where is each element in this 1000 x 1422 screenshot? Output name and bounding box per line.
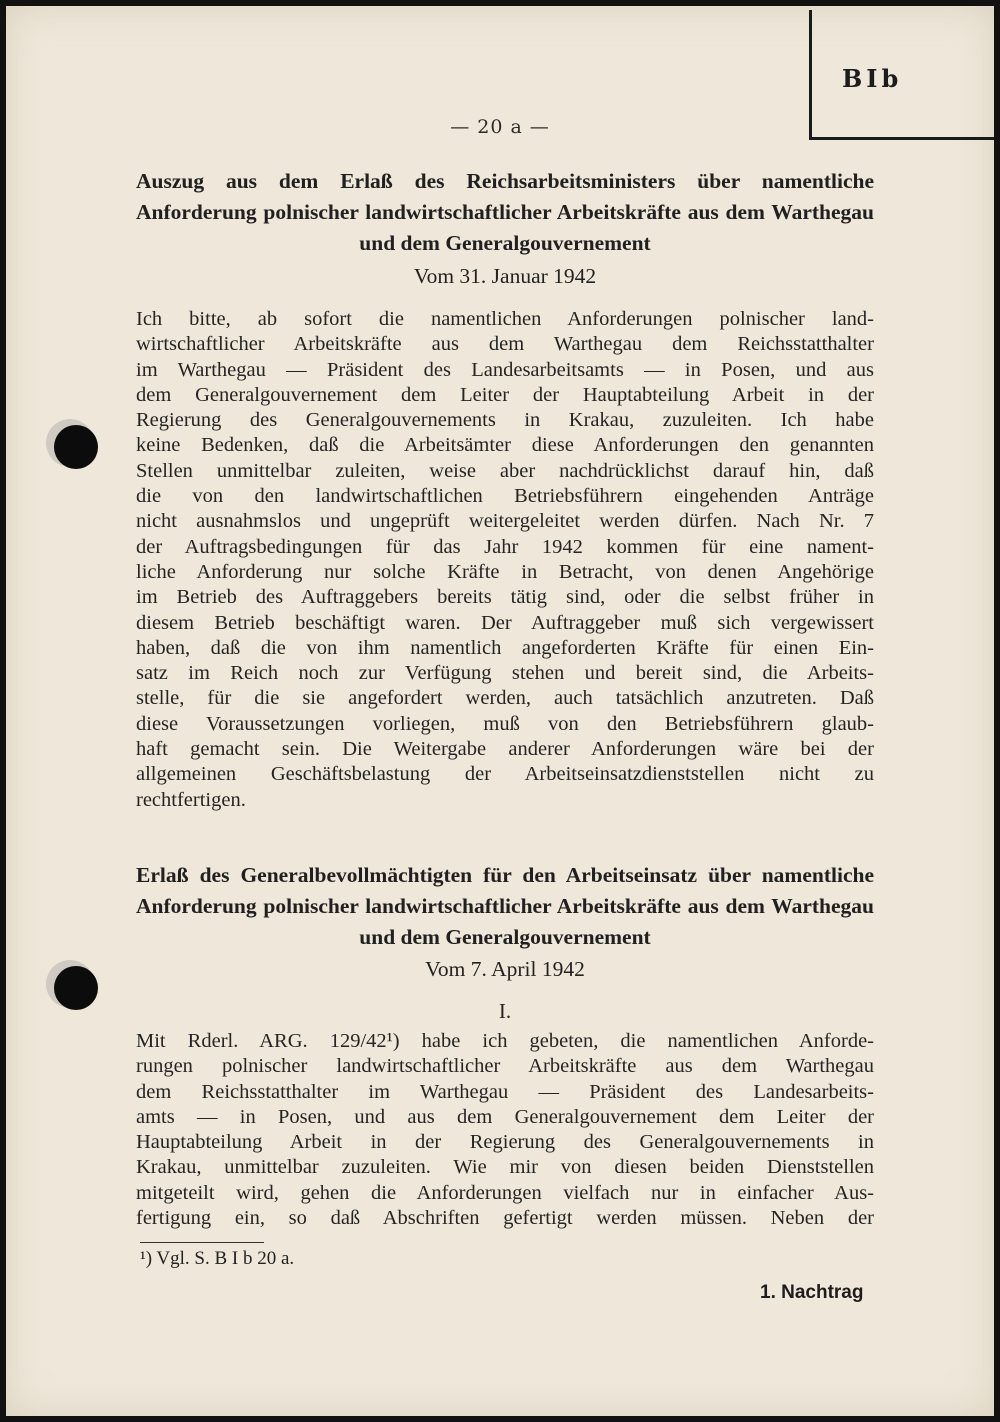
body-line: amts — in Posen, und aus dem Generalgouvernement dem Leiter der — [136, 1105, 874, 1128]
body-line: dem Reichsstatthalter im Warthegau — Präsident des Landesarbeits- — [136, 1080, 874, 1103]
body-line: satz im Reich noch zur Verfügung stehen und bereit sind, die Arbeits- — [136, 662, 874, 685]
section2-heading: Erlaß des Generalbevollmächtigten für den Arbeitseinsatz über namentliche Anforderung polnischer landwirtschaftlicher Arbeitskräfte aus dem Warthegau und dem Generalgouvernement — [136, 863, 874, 949]
section2-body — [136, 1029, 874, 1231]
body-line: Krakau, unmittelbar zuzuleiten. Wie mir von diesen beiden Dienststellen — [136, 1156, 874, 1179]
body-line: Ich bitte, ab sofort die namentlichen Anforderungen polnischer land- — [136, 308, 874, 330]
body-line: rungen polnischer landwirtschaftlicher Arbeitskräfte aus dem Warthegau — [136, 1055, 874, 1078]
punch-hole-top — [54, 425, 98, 469]
body-line: stelle, für die sie angefordert werden, auch tatsächlich anzutreten. Daß — [136, 687, 874, 710]
body-line: im Warthegau — Präsident des Landesarbeitsamts — in Posen, und aus — [136, 358, 874, 381]
body-line: Regierung des Generalgouvernements in Krakau, zuzuleiten. Ich habe — [136, 409, 874, 432]
body-line: fertigung ein, so daß Abschriften gefertigt werden müssen. Neben der — [136, 1207, 874, 1230]
supplement-label: 1. Nachtrag — [760, 1282, 864, 1303]
body-line: liche Anforderung nur solche Kräfte in Betracht, von denen Angehörige — [136, 560, 874, 583]
section2-roman-numeral: I. — [498, 999, 512, 1023]
body-line: wirtschaftlicher Arbeitskräfte aus dem Warthegau dem Reichsstatthalter — [136, 333, 874, 356]
body-line: dem Generalgouvernement dem Leiter der Hauptabteilung Arbeit in der — [136, 383, 874, 406]
body-line: diesem Betrieb beschäftigt waren. Der Auftraggeber muß sich vergewissert — [136, 611, 874, 634]
body-line: die von den landwirtschaftlichen Betriebsführern eingehenden Anträge — [136, 485, 874, 508]
body-line: diese Voraussetzungen vorliegen, muß von den Betriebsführern glaub- — [136, 712, 874, 735]
punch-hole-bottom — [54, 966, 98, 1010]
section-code: BIb — [842, 64, 903, 93]
body-line: im Betrieb des Auftraggebers bereits tätig sind, oder die selbst früher in — [136, 586, 874, 609]
section1-heading: Auszug aus dem Erlaß des Reichsarbeitsministers über namentliche Anforderung polnischer landwirtschaftlicher Arbeitskräfte aus dem Warthegau und dem Generalgouvernement — [136, 169, 874, 255]
section1-date: Vom 31. Januar 1942 — [413, 264, 597, 288]
body-line: mitgeteilt wird, gehen die Anforderungen vielfach nur in einfacher Aus- — [136, 1181, 874, 1204]
body-line: der Auftragsbedingungen für das Jahr 1942 kommen für eine nament- — [136, 535, 874, 558]
body-line: haben, daß die von ihm namentlich angeforderten Kräfte für einen Ein- — [136, 636, 874, 659]
body-line: allgemeinen Geschäftsbelastung der Arbeitseinsatzdienststellen nicht zu — [136, 763, 874, 786]
body-line: Stellen unmittelbar zuleiten, weise aber nachdrücklichst darauf hin, daß — [136, 459, 874, 482]
section2-date: Vom 7. April 1942 — [425, 957, 585, 981]
page-number: — 20 a — — [450, 116, 550, 138]
footnote-rule — [140, 1242, 264, 1243]
body-line: keine Bedenken, daß die Arbeitsämter diese Anforderungen den genannten — [136, 434, 874, 457]
body-line: Mit Rderl. ARG. 129/42¹) habe ich gebeten, die namentlichen Anforde- — [136, 1030, 874, 1052]
body-line: nicht ausnahmslos und ungeprüft weitergeleitet werden dürfen. Nach Nr. 7 — [136, 510, 874, 533]
body-line: rechtfertigen. — [136, 788, 246, 811]
section1-body — [136, 307, 874, 813]
body-line: Hauptabteilung Arbeit in der Regierung des Generalgouvernements in — [136, 1131, 874, 1154]
body-line: haft gemacht sein. Die Weitergabe anderer Anforderungen wäre bei der — [136, 738, 874, 761]
footnote: ¹) Vgl. S. B I b 20 a. — [140, 1248, 295, 1269]
